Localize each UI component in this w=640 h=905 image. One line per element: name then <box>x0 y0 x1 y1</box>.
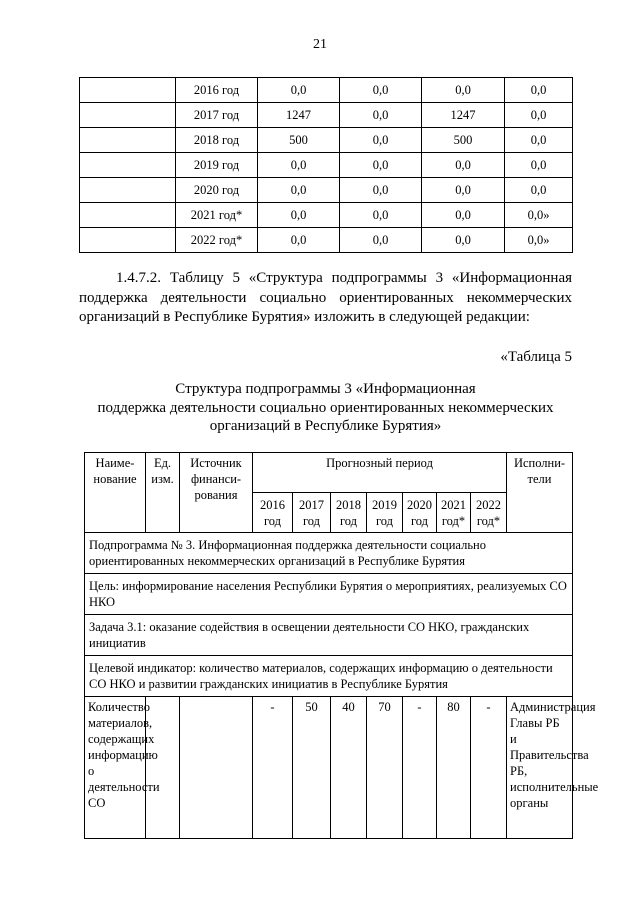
amount-cell: 0,0 <box>340 128 422 153</box>
data-row-source <box>180 697 253 839</box>
amount-cell: 1247 <box>422 103 505 128</box>
amount-cell: 0,0 <box>340 203 422 228</box>
amount-cell: 0,0 <box>422 203 505 228</box>
header-year: 2021 год* <box>437 493 471 533</box>
forecast-value: - <box>471 697 507 839</box>
header-year: 2019 год <box>367 493 403 533</box>
amount-cell: 0,0 <box>340 78 422 103</box>
empty-cell <box>80 103 176 128</box>
indicator-row: Целевой индикатор: количество материалов, содержащих информацию о деятельности СО НКО и развитии гражданских инициатив в Республике Бурятия <box>85 656 573 697</box>
data-row-name: Количество материалов, содержащих информацию о деятельности СО <box>85 697 146 839</box>
amount-cell: 1247 <box>258 103 340 128</box>
forecast-value: - <box>403 697 437 839</box>
year-cell: 2021 год* <box>176 203 258 228</box>
year-cell: 2017 год <box>176 103 258 128</box>
financing-row <box>80 128 573 153</box>
subprogram-structure-table <box>84 452 599 839</box>
empty-cell <box>80 128 176 153</box>
amount-cell: 500 <box>422 128 505 153</box>
subprogram-row: Подпрограмма № 3. Информационная поддержка деятельности социально ориентированных некоммерческих организаций в Республике Бурятия <box>85 533 573 574</box>
empty-cell <box>80 203 176 228</box>
financing-row <box>80 78 573 103</box>
header-year: 2018 год <box>331 493 367 533</box>
amount-cell: 0,0 <box>422 153 505 178</box>
header-unit: Ед. изм. <box>146 453 180 533</box>
financing-row <box>80 103 573 128</box>
financing-row <box>80 228 573 253</box>
year-cell: 2019 год <box>176 153 258 178</box>
amount-cell: 0,0 <box>258 178 340 203</box>
amount-cell: 0,0 <box>505 103 573 128</box>
forecast-value: 80 <box>437 697 471 839</box>
year-cell: 2020 год <box>176 178 258 203</box>
header-executors: Исполни-тели <box>507 453 573 533</box>
header-year: 2017 год <box>293 493 331 533</box>
amount-cell: 0,0 <box>422 178 505 203</box>
header-source: Источник финанси-рования <box>180 453 253 533</box>
financing-continuation-table <box>79 77 573 253</box>
forecast-value: 70 <box>367 697 403 839</box>
amount-cell: 0,0 <box>258 153 340 178</box>
amount-cell: 0,0 <box>258 228 340 253</box>
financing-row <box>80 153 573 178</box>
amount-cell: 0,0 <box>340 228 422 253</box>
empty-cell <box>80 228 176 253</box>
amount-cell: 0,0 <box>422 228 505 253</box>
amount-cell: 0,0» <box>505 203 573 228</box>
year-cell: 2016 год <box>176 78 258 103</box>
empty-cell <box>80 78 176 103</box>
amount-cell: 500 <box>258 128 340 153</box>
task-row: Задача 3.1: оказание содействия в освещении деятельности СО НКО, гражданских инициатив <box>85 615 573 656</box>
forecast-value: - <box>253 697 293 839</box>
data-row-executors: Администрация Главы РБ и Правительства РБ, исполнительные органы <box>507 697 573 839</box>
empty-cell <box>80 178 176 203</box>
page-number: 21 <box>313 37 327 52</box>
forecast-value: 40 <box>331 697 367 839</box>
header-name: Наиме-нование <box>85 453 146 533</box>
amount-cell: 0,0» <box>505 228 573 253</box>
year-cell: 2022 год* <box>176 228 258 253</box>
amount-cell: 0,0 <box>505 153 573 178</box>
forecast-value: 50 <box>293 697 331 839</box>
amount-cell: 0,0 <box>340 103 422 128</box>
goal-row: Цель: информирование населения Республики Бурятия о мероприятиях, реализуемых СО НКО <box>85 574 573 615</box>
amount-cell: 0,0 <box>340 153 422 178</box>
amount-cell: 0,0 <box>340 178 422 203</box>
amendment-paragraph: 1.4.7.2. Таблицу 5 «Структура подпрограммы 3 «Информационная поддержка деятельности социально ориентированных некоммерческих организаций в Республике Бурятия» изложить в следующей редакции: <box>79 270 572 325</box>
amount-cell: 0,0 <box>422 78 505 103</box>
amount-cell: 0,0 <box>505 128 573 153</box>
year-cell: 2018 год <box>176 128 258 153</box>
financing-row <box>80 178 573 203</box>
empty-cell <box>80 153 176 178</box>
header-year: 2020 год <box>403 493 437 533</box>
amount-cell: 0,0 <box>258 78 340 103</box>
financing-row <box>80 203 573 228</box>
header-forecast-period: Прогнозный период <box>253 453 507 493</box>
amount-cell: 0,0 <box>505 78 573 103</box>
amount-cell: 0,0 <box>505 178 573 203</box>
structure-title: Структура подпрограммы 3 «Информационная поддержка деятельности социально ориентированных некоммерческих организаций в Республике Бурятия» <box>97 381 554 434</box>
header-year: 2022 год* <box>471 493 507 533</box>
header-year: 2016 год <box>253 493 293 533</box>
table-label: «Таблица 5 <box>500 349 572 365</box>
amount-cell: 0,0 <box>258 203 340 228</box>
